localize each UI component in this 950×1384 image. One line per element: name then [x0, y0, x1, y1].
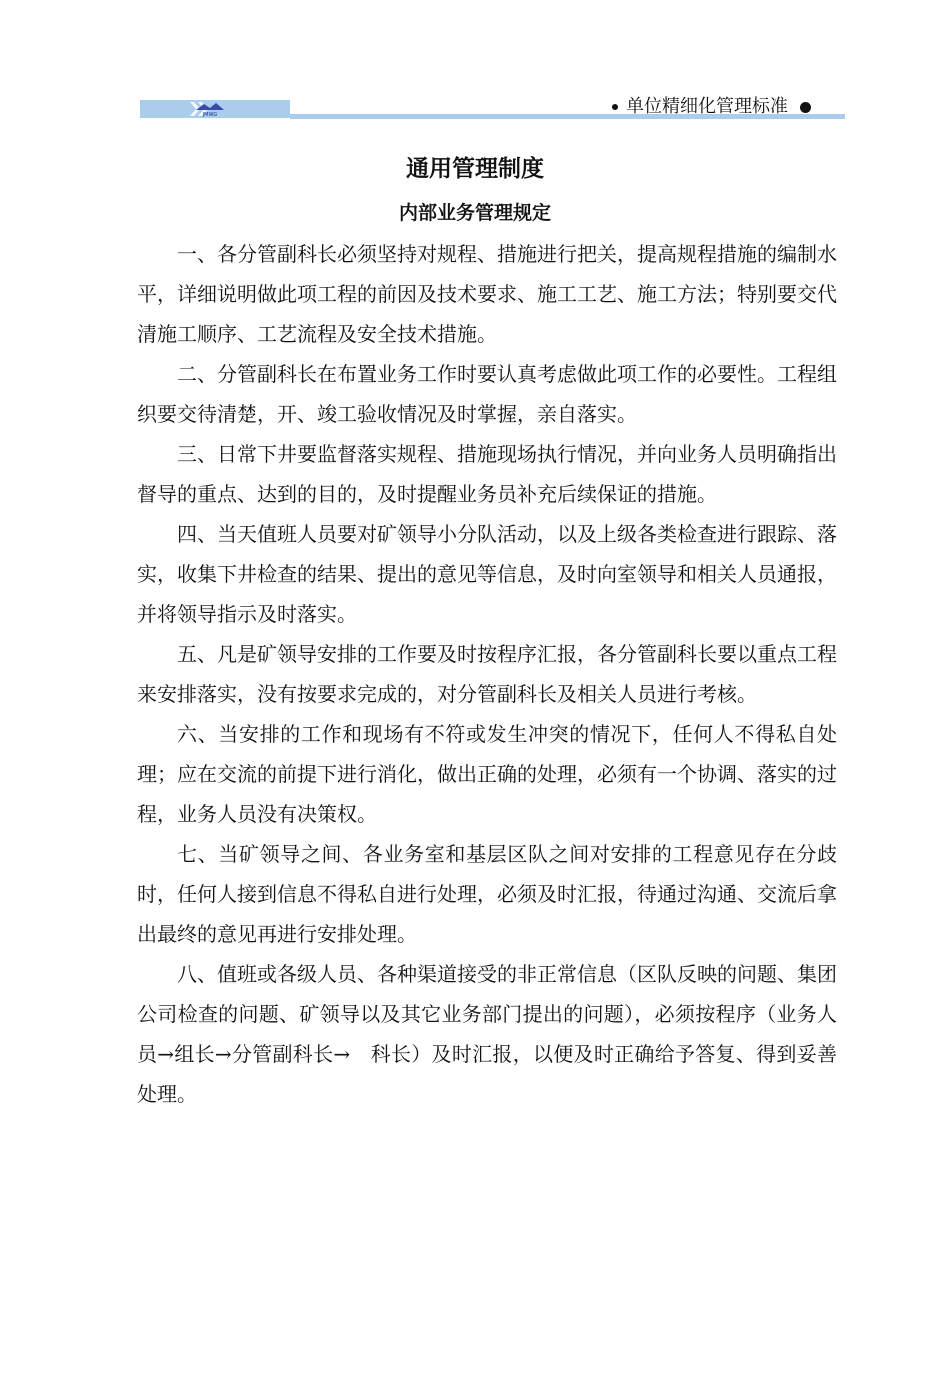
document-subtitle: 内部业务管理规定: [398, 202, 551, 224]
document-body: [137, 234, 837, 1114]
paragraph: 三、日常下井要监督落实规程、措施现场执行情况，并向业务人员明确指出督导的重点、达到的目的，及时提醒业务员补充后续保证的措施。: [137, 442, 837, 506]
paragraph: 六、当安排的工作和现场有不符或发生冲突的情况下，任何人不得私自处理；应在交流的前提下进行消化，做出正确的处理，必须有一个协调、落实的过程，业务人员没有决策权。: [137, 722, 837, 826]
paragraph: 一、各分管副科长必须坚持对规程、措施进行把关，提高规程措施的编制水平，详细说明做此项工程的前因及技术要求、施工工艺、施工方法；特别要交代清施工顺序、工艺流程及安全技术措施。: [137, 242, 837, 346]
bullet-dot-icon: [612, 104, 618, 110]
page-header: [140, 86, 845, 126]
header-title: [612, 92, 811, 118]
header-title-text: 单位精细化管理标准: [626, 96, 788, 117]
company-logo-icon: [192, 101, 232, 117]
bullet-dot-icon: [800, 102, 811, 113]
paragraph: 八、值班或各级人员、各种渠道接受的非正常信息（区队反映的问题、集团公司检查的问题、矿领导以及其它业务部门提出的问题），必须按程序（业务人员→组长→分管副科长→ 科长）及时汇报，以便及时正确给予答复、得到妥善处理。: [137, 962, 837, 1106]
paragraph: 四、当天值班人员要对矿领导小分队活动，以及上级各类检查进行跟踪、落实，收集下井检查的结果、提出的意见等信息，及时向室领导和相关人员通报，并将领导指示及时落实。: [137, 522, 837, 626]
svg-text:JMWG: JMWG: [202, 112, 218, 117]
paragraph: 五、凡是矿领导安排的工作要及时按程序汇报，各分管副科长要以重点工程来安排落实，没有按要求完成的，对分管副科长及相关人员进行考核。: [137, 642, 837, 706]
paragraph: 七、当矿领导之间、各业务室和基层区队之间对安排的工程意见存在分歧时，任何人接到信息不得私自进行处理，必须及时汇报，待通过沟通、交流后拿出最终的意见再进行安排处理。: [137, 842, 837, 946]
document-title: 通用管理制度: [406, 156, 544, 182]
paragraph: 二、分管副科长在布置业务工作时要认真考虑做此项工作的必要性。工程组织要交待清楚，开、竣工验收情况及时掌握，亲自落实。: [137, 362, 837, 426]
